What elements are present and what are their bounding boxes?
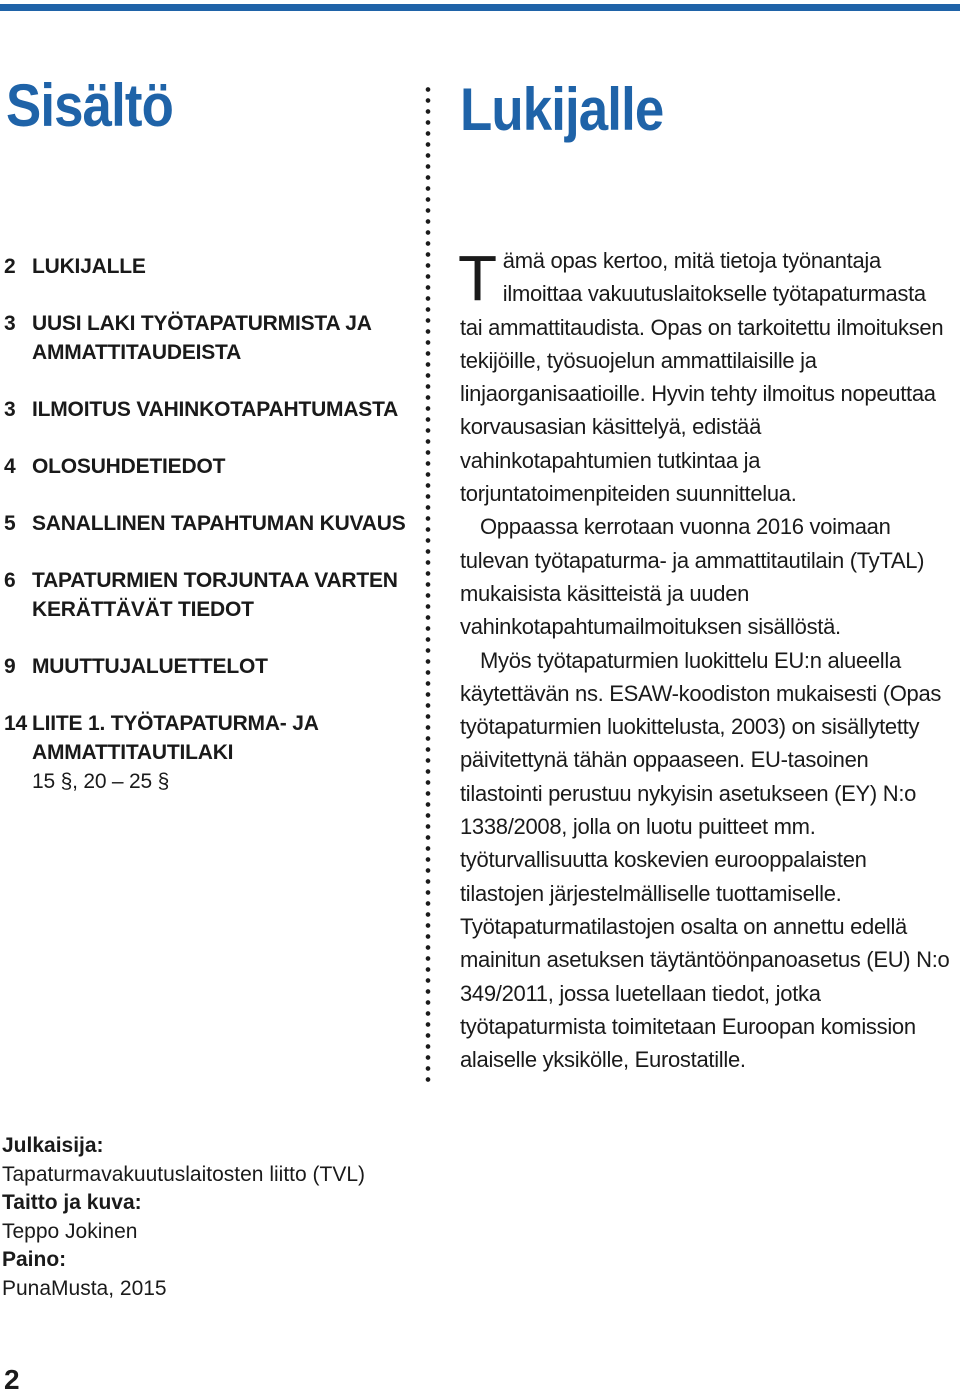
toc-item-title: UUSI LAKI TYÖTAPATURMISTA JA AMMATTITAUDEISTA <box>32 312 371 364</box>
print-value: PunaMusta, 2015 <box>2 1276 167 1300</box>
toc-item-subtitle: 15 §, 20 – 25 § <box>32 770 170 793</box>
drop-cap: T <box>458 242 497 314</box>
intro-title: Lukijalle <box>460 76 664 143</box>
toc-page-number: 3 <box>4 398 16 421</box>
intro-paragraph: Oppaassa kerrotaan vuonna 2016 voimaan tulevan työtapaturma- ja ammattitautilain (TyTAL) mukaisista käsitteistä ja uuden vahinkotapahtumailmoituksen sisällöstä. <box>460 514 925 640</box>
toc-item[interactable] <box>4 709 414 796</box>
toc-page-number: 3 <box>4 312 16 335</box>
dotted-divider <box>424 84 432 1084</box>
toc-item[interactable] <box>4 652 414 681</box>
toc-item[interactable] <box>4 395 414 424</box>
toc-item[interactable] <box>4 452 414 481</box>
intro-paragraph <box>460 244 952 510</box>
publisher-value: Tapaturmavakuutuslaitosten liitto (TVL) <box>2 1162 365 1186</box>
toc-page-number: 14 <box>4 712 27 735</box>
layout-value: Teppo Jokinen <box>2 1219 138 1243</box>
toc-item-title: LIITE 1. TYÖTAPATURMA- JA AMMATTITAUTILAKI <box>32 712 318 764</box>
table-of-contents <box>4 252 414 824</box>
page-number: 2 <box>4 1364 20 1395</box>
toc-item-title: OLOSUHDETIEDOT <box>32 455 226 478</box>
toc-item[interactable] <box>4 252 414 281</box>
toc-page-number: 4 <box>4 455 16 478</box>
colophon <box>2 1132 502 1304</box>
publisher-label: Julkaisija: <box>2 1134 104 1157</box>
toc-title: Sisältö <box>6 72 173 139</box>
toc-item-title: TAPATURMIEN TORJUNTAA VARTEN KERÄTTÄVÄT TIEDOT <box>32 569 398 621</box>
toc-item-title: SANALLINEN TAPAHTUMAN KUVAUS <box>32 512 406 535</box>
toc-item[interactable] <box>4 566 414 624</box>
toc-page-number: 6 <box>4 569 16 592</box>
toc-item[interactable] <box>4 309 414 367</box>
intro-paragraph-text: ämä opas kertoo, mitä tietoja työnantaja ilmoittaa vakuutuslaitokselle työtapaturmasta tai ammattitaudista. Opas on tarkoitettu ilmoituksen tekijöille, työsuojelun ammattilaisille ja linjaorganisaatioille. Hyvin tehty ilmoitus nopeuttaa korvausasian käsittelyä, edistää vahinkotapahtumien tutkintaa ja torjuntatoimenpiteiden suunnittelua. <box>460 248 944 507</box>
toc-item-body <box>32 709 414 796</box>
intro-text <box>460 244 952 1076</box>
toc-item-title: LUKIJALLE <box>32 255 146 278</box>
toc-page-number: 5 <box>4 512 16 535</box>
top-rule <box>0 4 960 11</box>
toc-item-title: ILMOITUS VAHINKOTAPAHTUMASTA <box>32 398 399 421</box>
print-label: Paino: <box>2 1248 67 1272</box>
toc-page-number: 2 <box>4 255 16 278</box>
toc-item[interactable] <box>4 509 414 538</box>
toc-item-title: MUUTTUJALUETTELOT <box>32 655 268 678</box>
toc-page-number: 9 <box>4 655 16 678</box>
intro-paragraph: Myös työtapaturmien luokittelu EU:n alueella käytettävän ns. ESAW-koodiston mukaisesti (Opas työtapaturmien luokittelusta, 2003) on sisällytetty päivitettynä tähän oppaaseen. EU-tasoinen tilastointi perustuu nykyisin asetukseen (EY) N:o 1338/2008, jolla on luotu puitteet mm. työturvallisuutta koskevien eurooppalaisten tilastojen järjestelmälliselle tuottamiselle. Työtapaturmatilastojen osalta on annettu edellä mainitun asetuksen täytäntöönpanoasetus (EU) N:o 349/2011, jossa luetellaan tiedot, jotka työtapaturmista toimitetaan Euroopan komission alaiselle yksikölle, Eurostatille. <box>460 647 950 1073</box>
layout-label: Taitto ja kuva: <box>2 1191 142 1215</box>
